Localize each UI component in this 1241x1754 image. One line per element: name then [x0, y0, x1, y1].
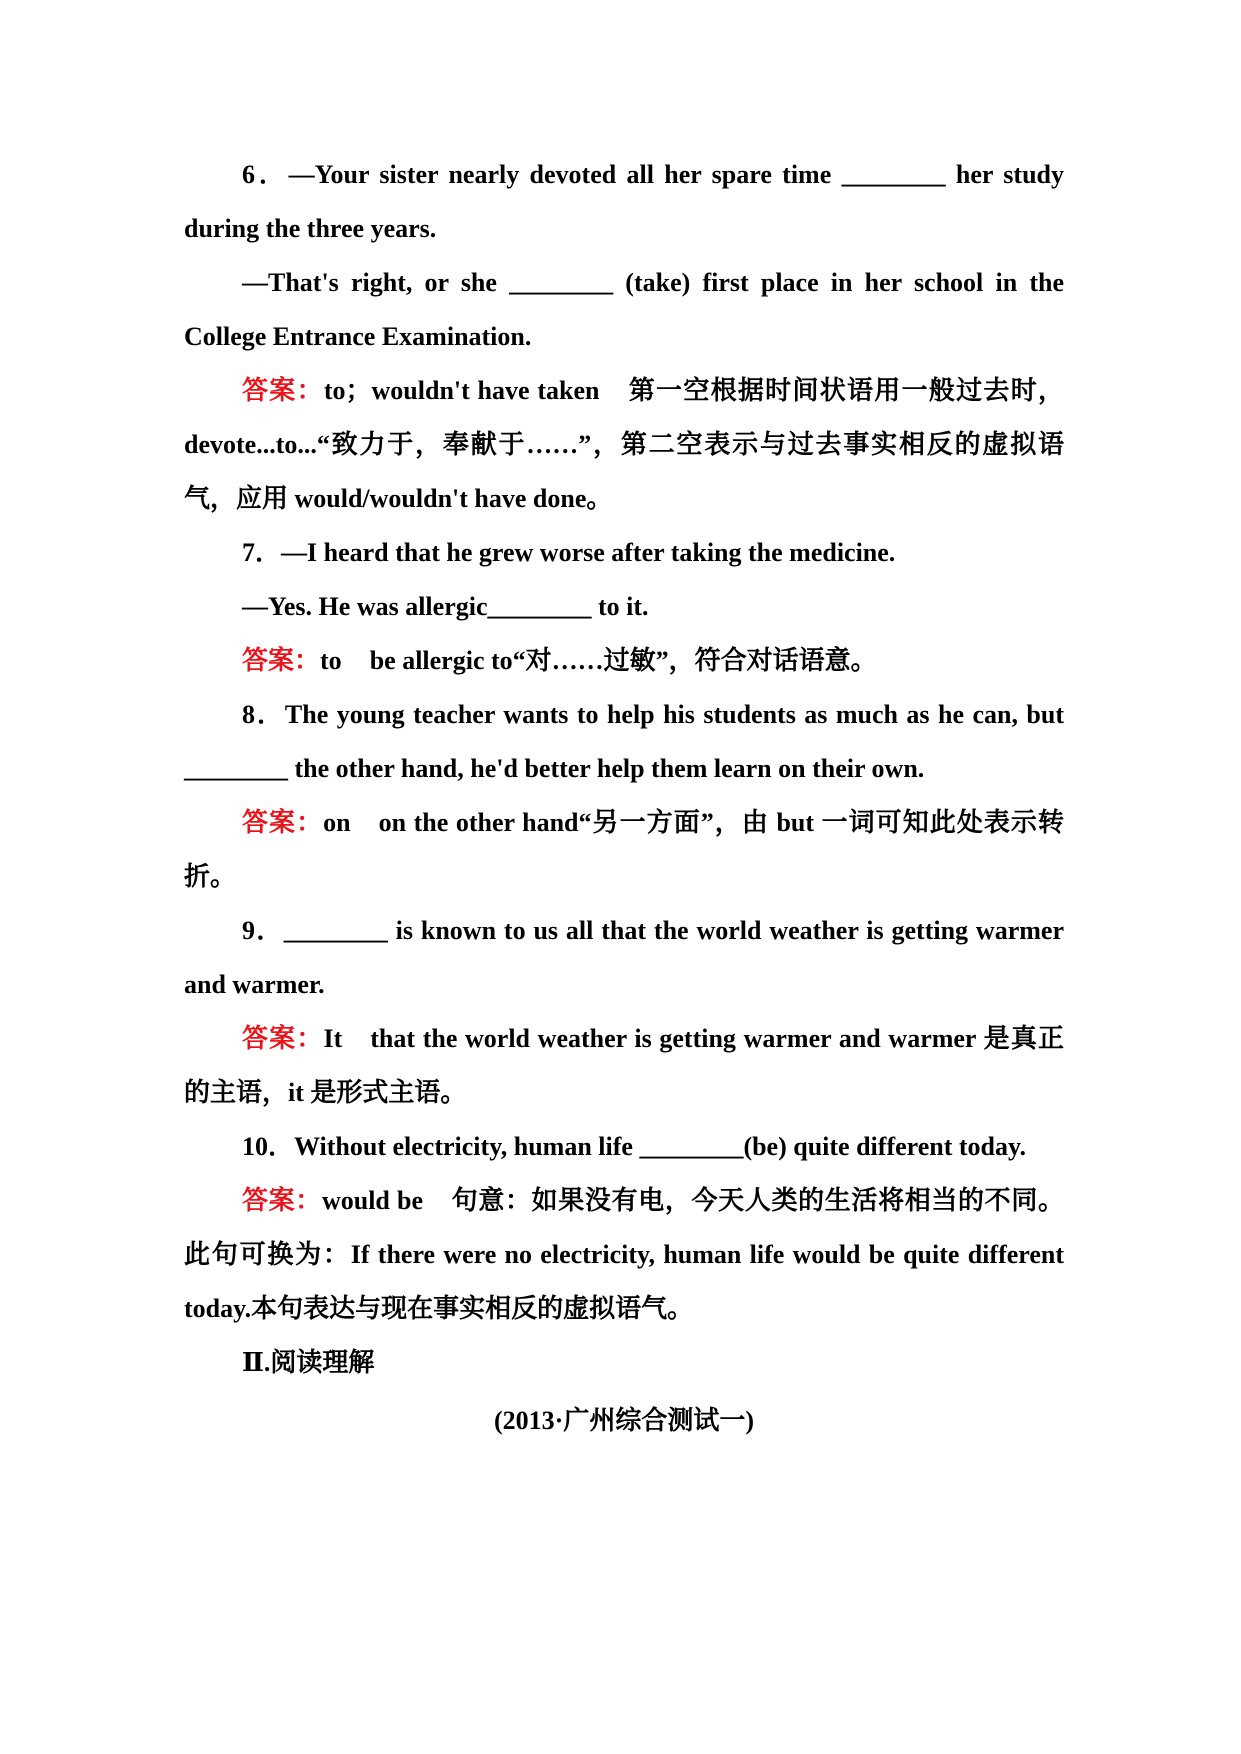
question-8	[184, 688, 1064, 796]
question-9	[184, 904, 1064, 1012]
question-10	[184, 1120, 1064, 1174]
question-text: ________ is known to us all that the world weather is getting warmer and warmer.	[184, 916, 1064, 999]
answer-text: It	[323, 1024, 343, 1053]
answer-text: to；wouldn't have taken	[323, 376, 600, 405]
answer-text: would be	[321, 1186, 424, 1215]
question-text: —I heard that he grew worse after taking the medicine.	[281, 538, 896, 567]
document-page	[184, 148, 1064, 1448]
answer-6	[184, 364, 1064, 526]
question-number: 6．	[242, 160, 289, 189]
question-7-reply: —Yes. He was allergic________ to it.	[242, 592, 649, 621]
answer-label: 答案：	[242, 808, 324, 837]
answer-label: 答案：	[242, 646, 321, 675]
answer-text: to	[320, 646, 342, 675]
section-heading: Ⅱ.阅读理解	[242, 1348, 375, 1377]
question-number: 8．	[242, 700, 285, 729]
answer-explanation: be allergic to“对……过敏”，符合对话语意。	[369, 646, 877, 675]
answer-8	[184, 796, 1064, 904]
question-text: —Your sister nearly devoted all her spare time ________ her study during the three years.	[184, 160, 1064, 243]
answer-7	[184, 634, 1064, 688]
question-6-reply: —That's right, or she ________ (take) first place in her school in the College Entrance Examination.	[184, 268, 1064, 351]
question-number: 9．	[242, 916, 284, 945]
answer-explanation: 第一空根据时间状语用一般过去时，devote...to...“致力于，奉献于……”，第二空表示与过去事实相反的虚拟语气，应用 would/wouldn't have done。	[184, 376, 1064, 513]
answer-explanation: 句意：如果没有电，今天人类的生活将相当的不同。此句可换为：If there were no electricity, human life would be quite different today.本句表达与现在事实相反的虚拟语气。	[184, 1186, 1064, 1323]
question-6	[184, 148, 1064, 256]
question-text: The young teacher wants to help his students as much as he can, but ________ the other hand, he'd better help them learn on their own.	[184, 700, 1064, 783]
question-text: Without electricity, human life ________(be) quite different today.	[294, 1132, 1027, 1161]
answer-explanation: on the other hand“另一方面”，由 but 一词可知此处表示转折。	[184, 808, 1064, 891]
question-7	[184, 526, 1064, 580]
answer-explanation: that the world weather is getting warmer and warmer 是真正的主语，it 是形式主语。	[184, 1024, 1064, 1107]
question-number: 10．	[242, 1132, 295, 1161]
question-number: 7．	[242, 538, 282, 567]
section-source: (2013·广州综合测试一)	[494, 1406, 754, 1435]
answer-label: 答案：	[242, 1024, 324, 1053]
answer-text: on	[323, 808, 351, 837]
answer-label: 答案：	[242, 376, 324, 405]
answer-9	[184, 1012, 1064, 1120]
answer-label: 答案：	[242, 1186, 322, 1215]
answer-10	[184, 1174, 1064, 1336]
